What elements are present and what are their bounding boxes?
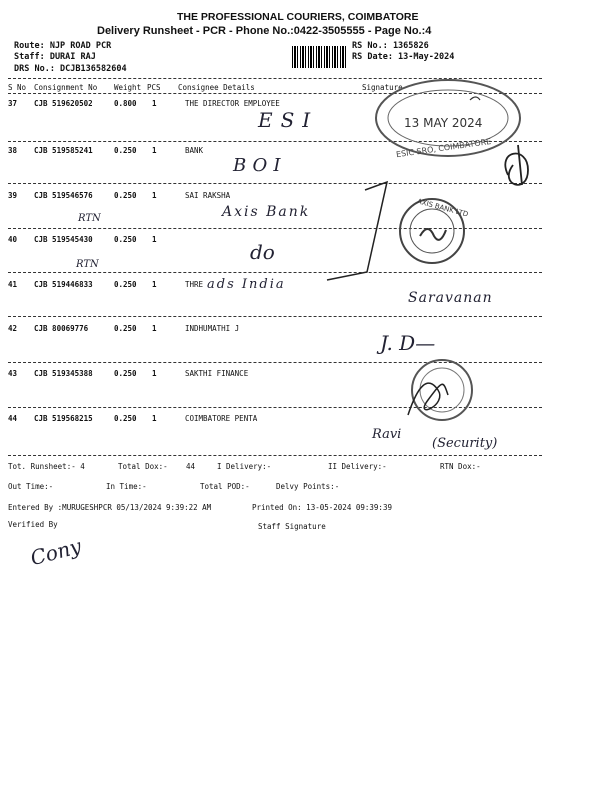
staff-signature: Staff Signature [258,522,326,531]
row-consignment: CJB 519546576 [34,191,93,200]
company-name: THE PROFESSIONAL COURIERS, COIMBATORE [177,11,419,23]
row-handnote: do [250,240,275,264]
row-weight: 0.250 [114,414,137,423]
ii-delivery: II Delivery:- [328,462,387,471]
row-consignment: CJB 519585241 [34,146,93,155]
axis-stamp-text: AXIS BANK LTD [416,197,470,219]
total-dox-label: Total Dox:- [118,462,168,471]
entered-by: Entered By :MURUGESHPCR 05/13/2024 9:39:22 AM [8,503,212,512]
col-signature: Signature [362,83,403,92]
total-dox-value: 44 [186,462,196,471]
row-handnote: BOI [233,155,287,176]
row-sno: 43 [8,369,18,378]
row-sno: 38 [8,146,18,155]
row-weight: 0.250 [114,191,137,200]
route-label: Route: NJP ROAD PCR [14,41,112,51]
delvy-points: Delvy Points:- [276,482,340,491]
esic-stamp-date: 13 MAY 2024 [404,116,483,130]
row-pcs: 1 [152,99,157,108]
col-consignee: Consignee Details [178,83,255,92]
row-consignee: THE DIRECTOR EMPLOYEE [185,99,280,108]
rtn-mark: RTN [76,259,99,270]
printed-on: Printed On: 13-05-2024 09:39:39 [252,503,392,512]
row-weight: 0.250 [114,369,137,378]
col-weight: Weight [114,83,142,92]
row-pcs: 1 [152,235,157,244]
signature-ravi: Ravi [372,427,402,442]
row-consignment: CJB 519345388 [34,369,93,378]
row-weight: 0.250 [114,146,137,155]
staff-label: Staff: DURAI RAJ [14,52,96,62]
row-consignment: CJB 519620502 [34,99,93,108]
rtn-dox: RTN Dox:- [440,462,481,471]
row-sno: 37 [8,99,18,108]
row-weight: 0.250 [114,324,137,333]
row-sno: 40 [8,235,18,244]
tot-runsheet: Tot. Runsheet:- 4 [8,462,85,471]
row-consignment: CJB 519545430 [34,235,93,244]
out-time: Out Time:- [8,482,54,491]
esic-stamp-text: ESIC SRO, COIMBATORE [395,136,492,160]
row-pcs: 1 [152,280,157,289]
row-pcs: 1 [152,369,157,378]
drs-number: DRS No.: DCJB136582604 [14,64,127,74]
signature-security: (Security) [432,436,498,451]
i-delivery: I Delivery:- [217,462,272,471]
row-pcs: 1 [152,324,157,333]
total-pod: Total POD:- [200,482,250,491]
row-weight: 0.250 [114,235,137,244]
rs-date: RS Date: 13-May-2024 [352,52,455,62]
row-sno: 44 [8,414,18,423]
rtn-mark: RTN [78,213,101,224]
signature-saravanan: Saravanan [408,290,493,306]
row-consignee: COIMBATORE PENTA [185,414,258,423]
row-pcs: 1 [152,146,157,155]
row-consignee: BANK [185,146,204,155]
row-sno: 42 [8,324,18,333]
row-consignee: SAKTHI FINANCE [185,369,249,378]
row-consignment: CJB 519446833 [34,280,93,289]
row-sno: 41 [8,280,18,289]
row-pcs: 1 [152,414,157,423]
signature-initials: J. D— [380,331,436,355]
col-sno: S No [8,83,27,92]
row-handnote: ads India [207,277,286,292]
rs-number: RS No.: 1365826 [352,41,429,51]
row-handnote: ESI [258,108,319,132]
col-consignment: Consignment No [34,83,98,92]
row-consignment: CJB 519568215 [34,414,93,423]
row-consignee: THRE [185,280,204,289]
row-consignee: SAI RAKSHA [185,191,231,200]
row-weight: 0.250 [114,280,137,289]
row-pcs: 1 [152,191,157,200]
row-sno: 39 [8,191,18,200]
row-weight: 0.800 [114,99,137,108]
in-time: In Time:- [106,482,147,491]
row-handnote: Axis Bank [222,204,311,220]
verified-by: Verified By [8,520,58,529]
col-pcs: PCS [147,83,161,92]
runsheet-title: Delivery Runsheet - PCR - Phone No.:0422-3505555 - Page No.:4 [97,25,432,37]
row-consignment: CJB 80069776 [34,324,89,333]
verified-signature: Cony [27,533,84,571]
row-consignee: INDHUMATHI J [185,324,240,333]
